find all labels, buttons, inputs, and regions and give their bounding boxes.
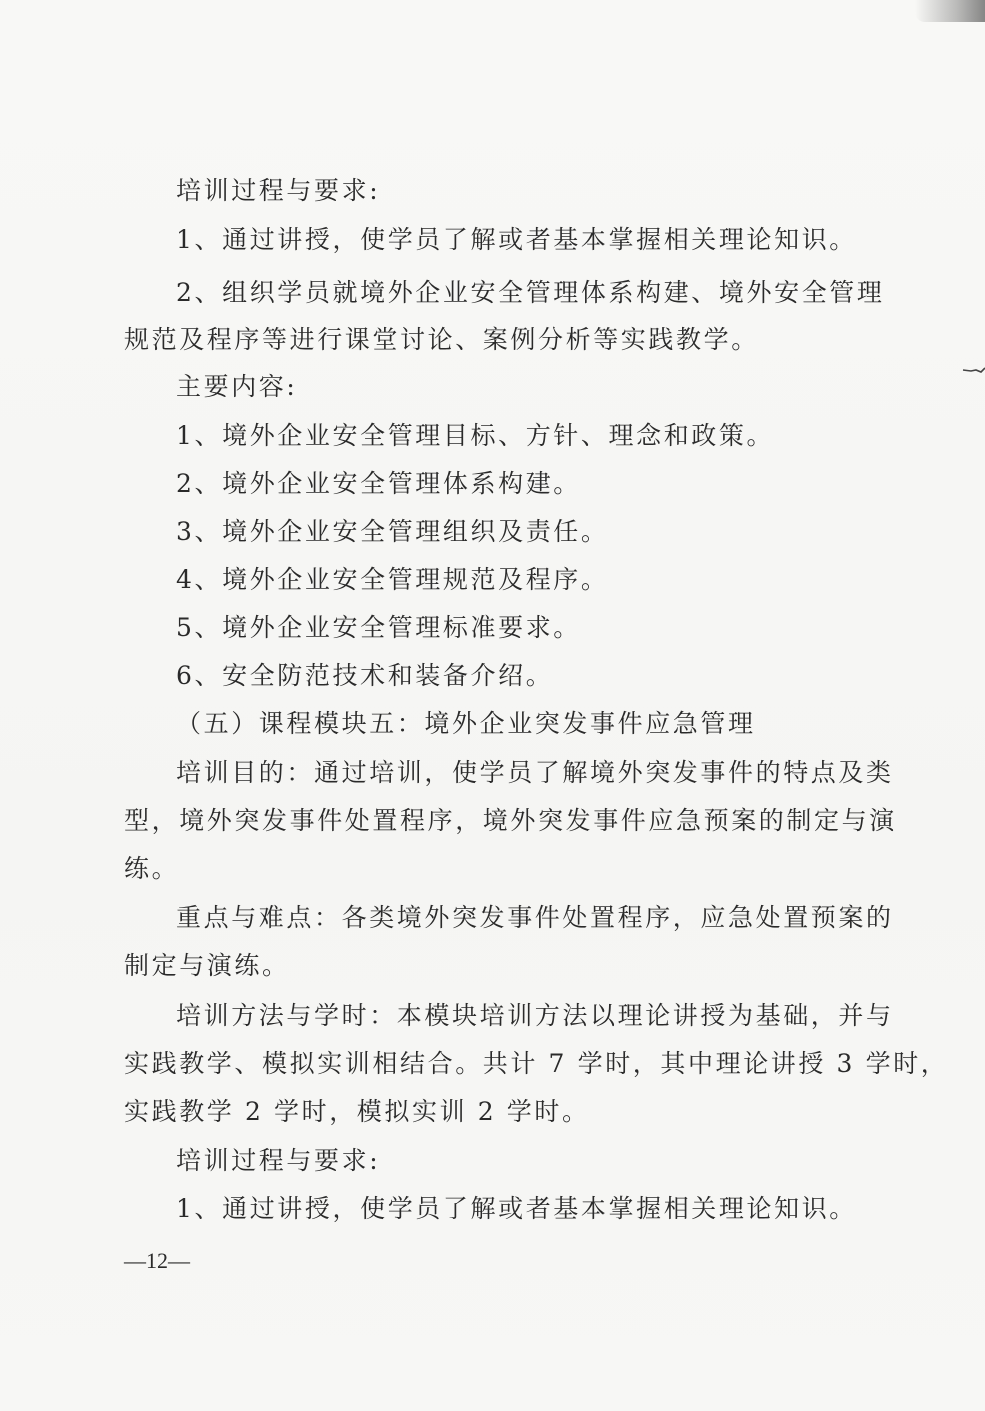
text-line-20: 实践教学 2 学时，模拟实训 2 学时。 (124, 1097, 590, 1126)
list-item: 2、境外企业安全管理体系构建。 (176, 469, 581, 498)
text-line-3: 2、组织学员就境外企业安全管理体系构建、境外安全管理 (176, 278, 885, 307)
module-heading: （五）课程模块五：境外企业突发事件应急管理 (176, 709, 756, 738)
text-line-22: 1、通过讲授，使学员了解或者基本掌握相关理论知识。 (176, 1194, 857, 1223)
list-item: 5、境外企业安全管理标准要求。 (176, 613, 581, 642)
list-item: 6、安全防范技术和装备介绍。 (176, 661, 554, 690)
list-item: 4、境外企业安全管理规范及程序。 (176, 565, 609, 594)
text-line-21: 培训过程与要求: (176, 1146, 381, 1175)
scan-corner-mark (915, 0, 985, 22)
list-item: 3、境外企业安全管理组织及责任。 (176, 517, 609, 546)
text-line-19: 实践教学、模拟实训相结合。共计 7 学时，其中理论讲授 3 学时， (124, 1049, 949, 1078)
text-line-13: 培训目的：通过培训，使学员了解境外突发事件的特点及类 (176, 758, 894, 787)
list-item: 1、境外企业安全管理目标、方针、理念和政策。 (176, 421, 775, 450)
text-line-16: 重点与难点：各类境外突发事件处置程序，应急处置预案的 (176, 903, 894, 932)
page-number: —12— (124, 1248, 190, 1273)
text-line-15: 练。 (124, 854, 180, 883)
text-line-4: 规范及程序等进行课堂讨论、案例分析等实践教学。 (124, 325, 759, 354)
text-line-14: 型，境外突发事件处置程序，境外突发事件应急预案的制定与演 (124, 806, 897, 835)
section-heading-main-content: 主要内容: (176, 372, 298, 401)
text-line-18: 培训方法与学时：本模块培训方法以理论讲授为基础，并与 (176, 1001, 894, 1030)
text-line-17: 制定与演练。 (124, 951, 290, 980)
edge-scan-mark (961, 362, 985, 376)
text-line-1: 培训过程与要求: (176, 176, 381, 205)
text-line-2: 1、通过讲授，使学员了解或者基本掌握相关理论知识。 (176, 225, 857, 254)
